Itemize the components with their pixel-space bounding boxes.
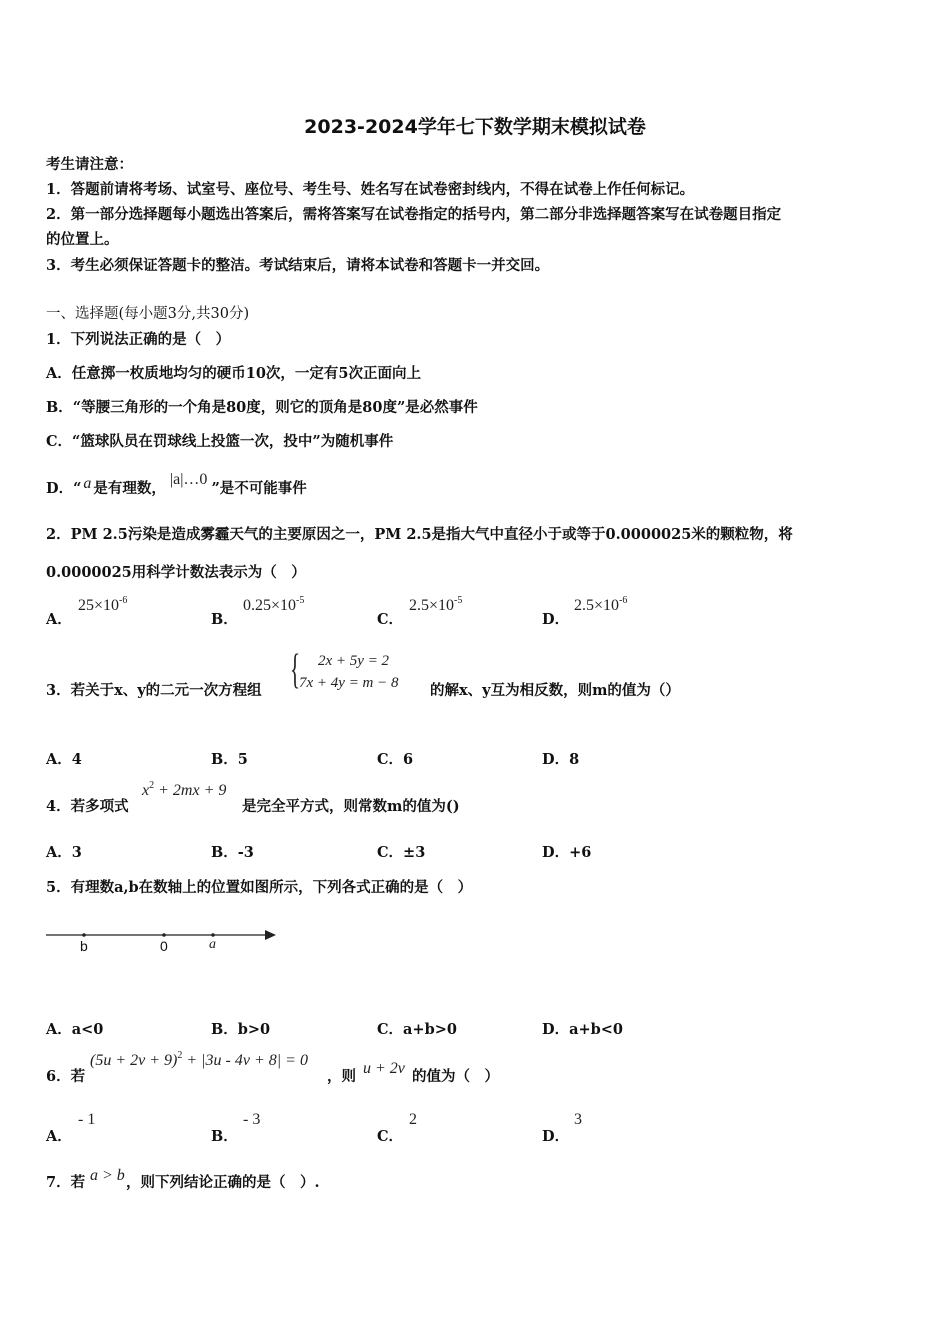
q2-option-a-label: A． xyxy=(46,611,72,628)
q1-d-math: |a|…0 xyxy=(169,471,208,488)
q4-option-c: C．±3 xyxy=(377,844,426,861)
q2-b-base: 0.25×10 xyxy=(243,597,297,614)
q1-stem: 1．下列说法正确的是（ ） xyxy=(46,331,231,348)
point-zero xyxy=(162,933,166,937)
number-line-label-b: b xyxy=(80,938,88,954)
q6-expr3: u + 2v xyxy=(363,1060,405,1077)
point-b xyxy=(82,933,86,937)
q5-option-a: A．a<0 xyxy=(46,1021,104,1038)
q3-equation-system xyxy=(290,647,430,697)
q2-option-b-label: B． xyxy=(211,611,238,628)
q2-c-base: 2.5×10 xyxy=(409,597,455,614)
notice-line-2-cont: 的位置上。 xyxy=(46,231,119,248)
q1-option-b: B．“等腰三角形的一个角是80度，则它的顶角是80度”是必然事件 xyxy=(46,399,478,416)
q6-option-a: - 1 xyxy=(78,1111,96,1128)
page-title: 2023-2024学年七下数学期末模拟试卷 xyxy=(304,116,646,138)
q4-option-d: D．+6 xyxy=(542,844,592,861)
number-line-label-a: a xyxy=(209,937,216,952)
q6-expr1-exp: 2 xyxy=(177,1050,183,1061)
q2-c-exp: -5 xyxy=(454,595,463,606)
q3-eq2: 7x + 4y = m − 8 xyxy=(299,675,399,691)
number-line-arrow xyxy=(265,930,276,940)
q4-option-a: A．3 xyxy=(46,844,82,861)
q6-option-b: - 3 xyxy=(243,1111,261,1128)
q1-d-pre: D．“ xyxy=(46,480,82,497)
q5-stem: 5．有理数a,b在数轴上的位置如图所示，下列各式正确的是（ ） xyxy=(46,879,473,896)
q2-b-exp: -5 xyxy=(296,595,305,606)
notice-heading: 考生请注意： xyxy=(46,156,133,173)
q2-a-base: 25×10 xyxy=(78,597,120,614)
q3-brace: { xyxy=(290,647,301,693)
q5-option-d: D．a+b<0 xyxy=(542,1021,623,1038)
q6-option-a-label: A． xyxy=(46,1128,72,1145)
q2-stem-1: 2．PM 2.5污染是造成雾霾天气的主要原因之一，PM 2.5是指大气中直径小于或等于0.0000025米的颗粒物，将 xyxy=(46,526,793,543)
q2-option-c xyxy=(409,597,462,615)
q4-expr-rest: + 2mx + 9 xyxy=(154,782,227,799)
q2-stem-2: 0.0000025用科学计数法表示为（ ） xyxy=(46,564,306,581)
q3-option-d: D．8 xyxy=(542,751,580,768)
q6-option-b-label: B． xyxy=(211,1128,238,1145)
q3-option-a: A．4 xyxy=(46,751,82,768)
q2-a-exp: -6 xyxy=(119,595,128,606)
q3-option-b: B．5 xyxy=(211,751,248,768)
q4-stem-pre: 4．若多项式 xyxy=(46,798,129,815)
q5-option-b: B．b>0 xyxy=(211,1021,271,1038)
notice-line-1: 1．答题前请将考场、试室号、座位号、考生号、姓名写在试卷密封线内，不得在试卷上作任何标记。 xyxy=(46,181,695,198)
q7-expr: a > b xyxy=(90,1167,125,1184)
q2-d-base: 2.5×10 xyxy=(574,597,620,614)
q6-option-c: 2 xyxy=(409,1111,417,1128)
q6-option-d: 3 xyxy=(574,1111,582,1128)
q4-option-b: B．-3 xyxy=(211,844,254,861)
q6-stem-mid: ，则 xyxy=(327,1068,356,1085)
notice-line-2: 2．第一部分选择题每小题选出答案后，需将答案写在试卷指定的括号内，第二部分非选择题答案写在试卷题目指定 xyxy=(46,206,782,223)
notice-line-3: 3．考生必须保证答题卡的整洁。考试结束后，请将本试卷和答题卡一并交回。 xyxy=(46,257,550,274)
q4-expression xyxy=(142,782,226,800)
q2-d-exp: -6 xyxy=(619,595,628,606)
q4-expr-x: x xyxy=(142,782,150,799)
q2-option-c-label: C． xyxy=(377,611,404,628)
q6-option-d-label: D． xyxy=(542,1128,570,1145)
q4-stem-post: 是完全平方式，则常数m的值为() xyxy=(242,798,460,815)
q4-expr-exp: 2 xyxy=(149,780,155,791)
q1-option-c: C．“篮球队员在罚球线上投篮一次，投中”为随机事件 xyxy=(46,433,394,450)
q3-eq1: 2x + 5y = 2 xyxy=(318,653,390,669)
q6-stem-post: 的值为（ ） xyxy=(412,1068,499,1085)
q3-stem-pre: 3．若关于x、y的二元一次方程组 xyxy=(46,682,262,699)
q7-stem-pre: 7．若 xyxy=(46,1174,86,1191)
q2-option-b xyxy=(243,597,304,615)
q6-expression xyxy=(90,1052,308,1070)
q1-option-d xyxy=(46,471,307,498)
number-line-label-zero: 0 xyxy=(160,938,168,954)
q7-stem-post: ，则下列结论正确的是（ ）. xyxy=(126,1174,320,1191)
q6-expr1: (5u + 2v + 9) xyxy=(90,1052,178,1069)
q2-option-a xyxy=(78,597,127,615)
q3-option-c: C．6 xyxy=(377,751,414,768)
section-heading: 一、选择题(每小题3分,共30分) xyxy=(46,306,250,322)
q1-option-a: A．任意掷一枚质地均匀的硬币10次，一定有5次正面向上 xyxy=(46,365,422,382)
q2-option-d xyxy=(574,597,627,615)
q6-option-c-label: C． xyxy=(377,1128,404,1145)
q5-option-c: C．a+b>0 xyxy=(377,1021,457,1038)
q1-d-post: ”是不可能事件 xyxy=(211,480,307,497)
q1-d-var: a xyxy=(83,475,92,492)
q6-expr2: + |3u - 4v + 8| = 0 xyxy=(182,1052,308,1069)
q6-stem-pre: 6．若 xyxy=(46,1068,86,1085)
q2-option-d-label: D． xyxy=(542,611,570,628)
q1-d-mid: 是有理数， xyxy=(93,480,166,497)
q3-stem-post: 的解x、y互为相反数，则m的值为（） xyxy=(430,682,680,699)
